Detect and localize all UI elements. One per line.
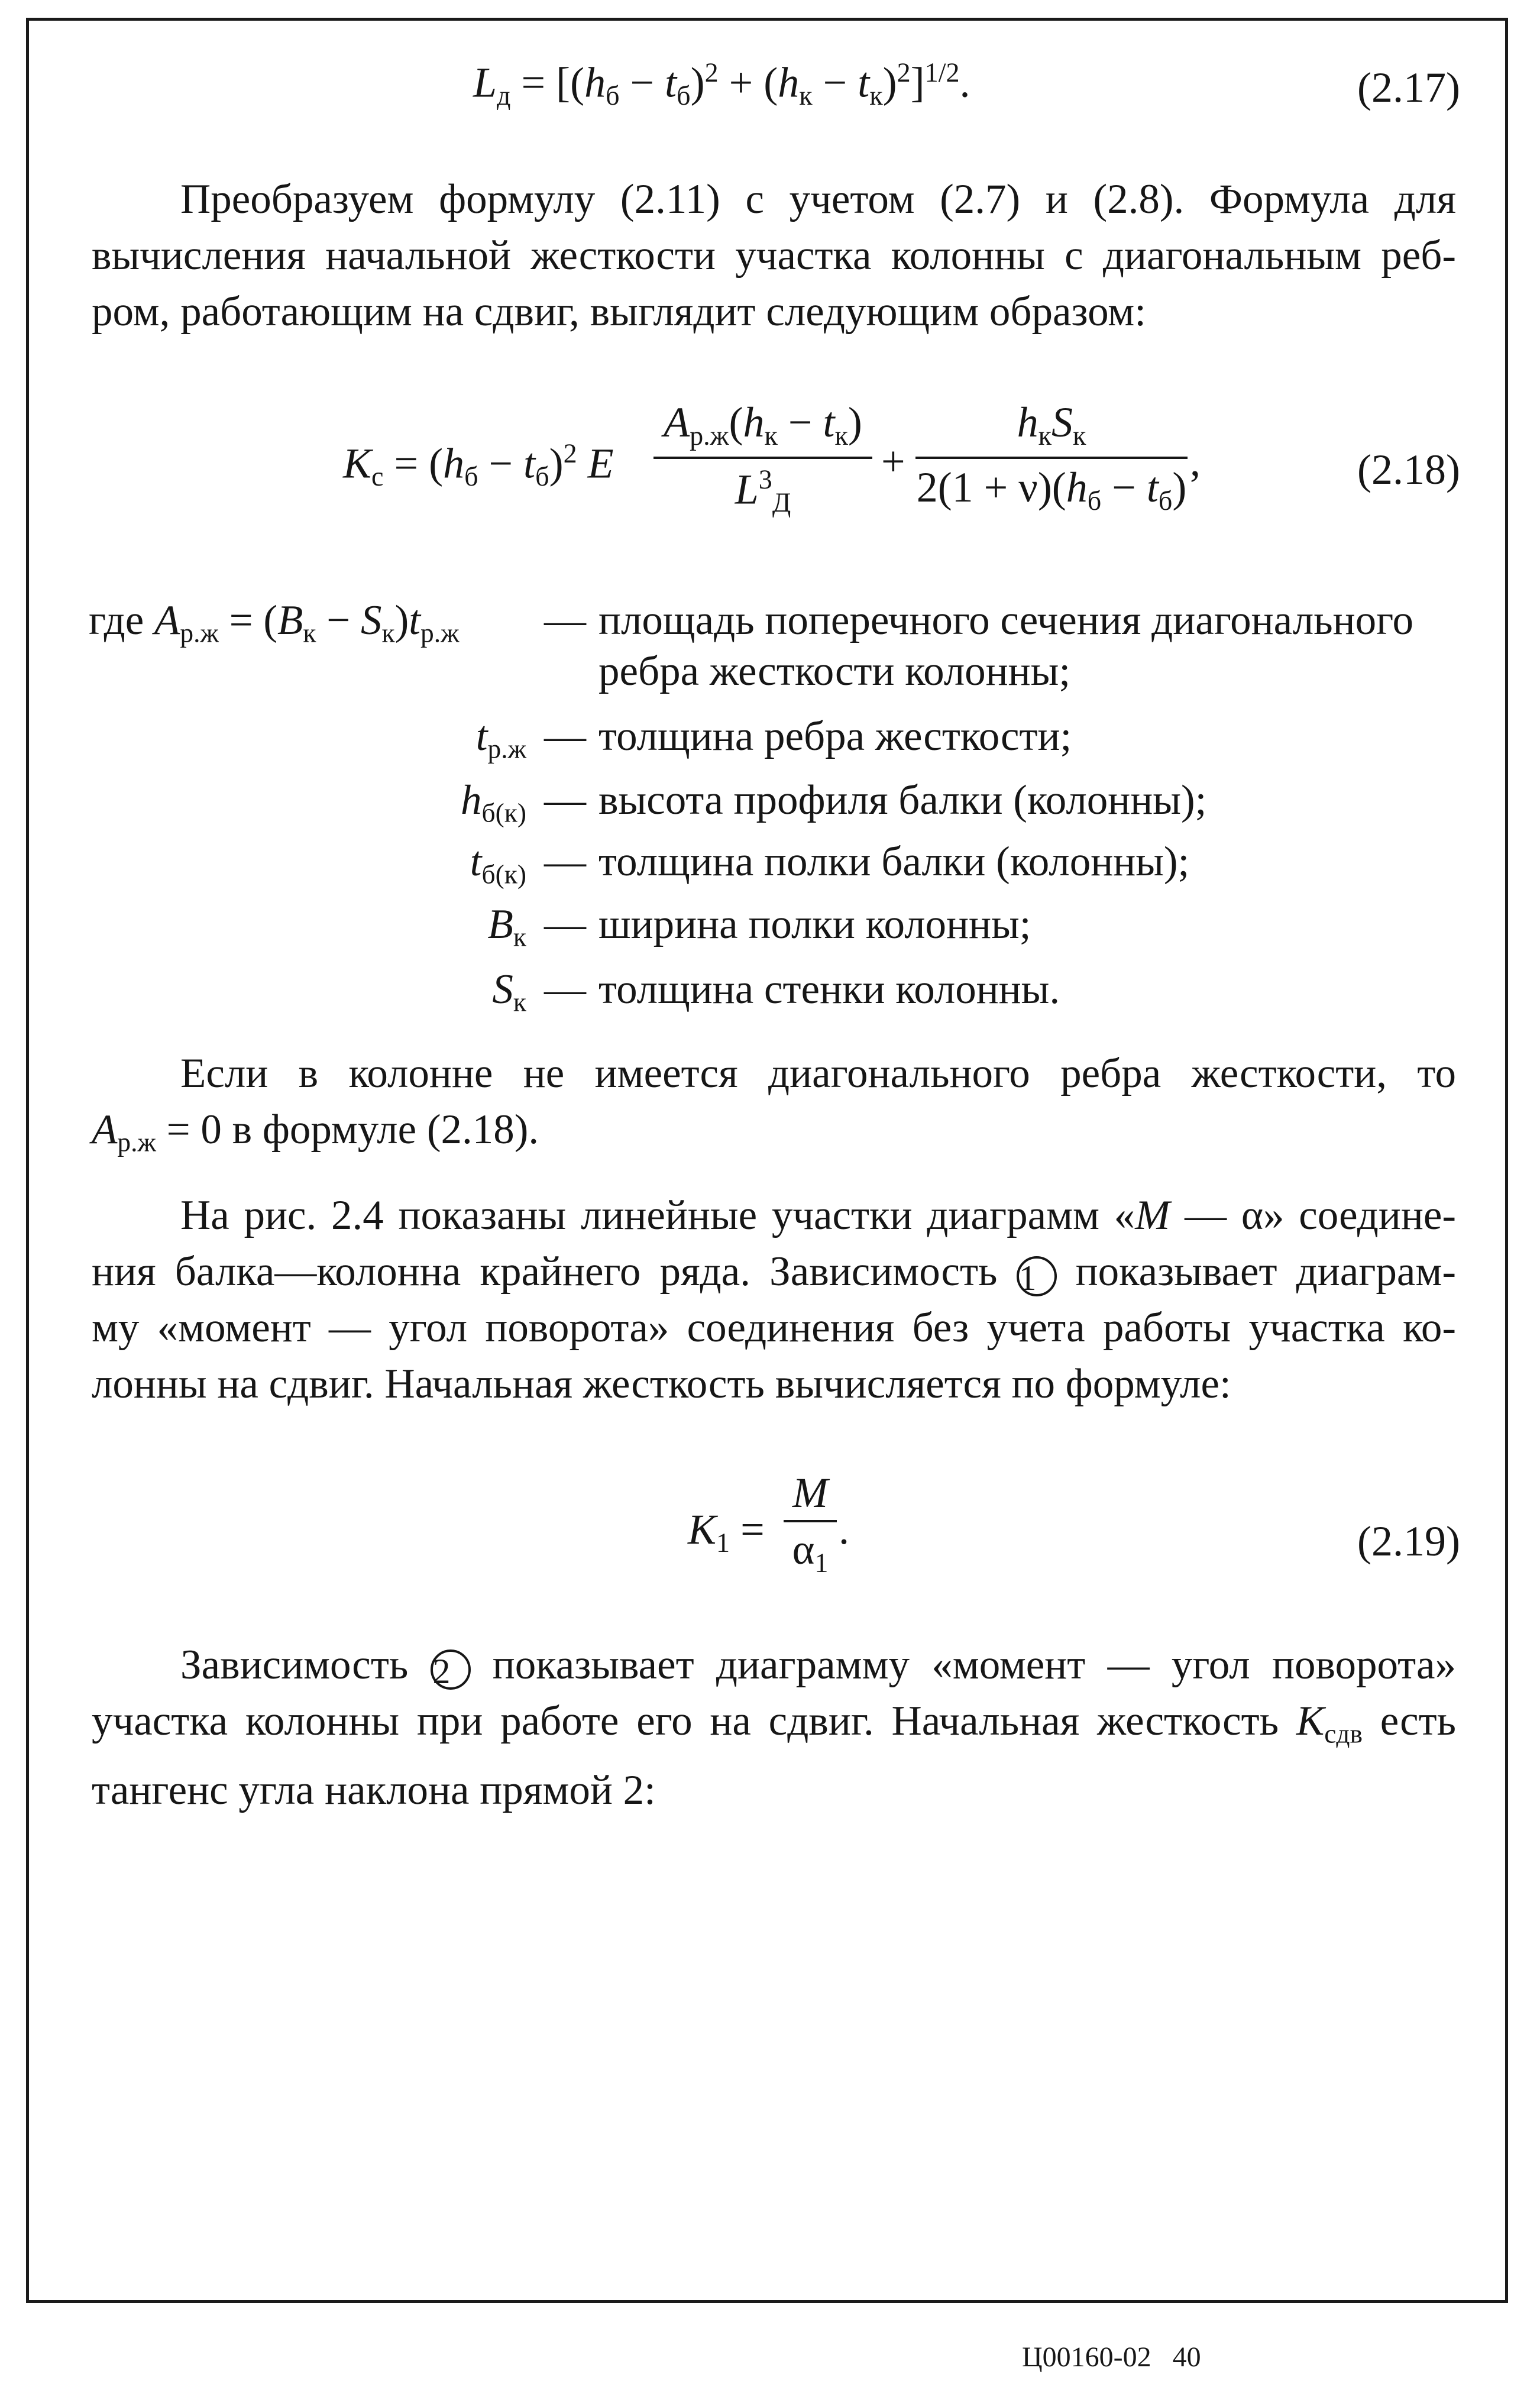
equation-number-2-17: (2.17) <box>1357 64 1460 111</box>
def4-text: толщина полки балки (колонны); <box>598 839 1190 885</box>
fraction-2: hкSк 2(1 + ν)(hб − tб) <box>916 399 1187 516</box>
def5-text: ширина полки колонны; <box>598 901 1031 947</box>
paragraph-3: На рис. 2.4 показаны линейные участки диаграмм «M — α» соедине- ния балка—колонна крайнего ряда. Зависимость 1 показывает диаграм- му «момент — угол поворота» соединения без учета работы участка ко- лонны на сдвиг. Начальная жесткость вычисляется по формуле: <box>92 1192 1456 1407</box>
def3-text: высота профиля балки (колонны); <box>598 777 1207 823</box>
def1-line2: ребра жесткости колонны; <box>598 648 1071 694</box>
def1-line1: площадь поперечного сечения диагонального <box>598 597 1413 643</box>
paragraph-4: Зависимость 2 показывает диаграмму «момент — угол поворота» участка колонны при работе его на сдвиг. Начальная жесткость Kсдв есть тангенс угла наклона прямой 2: <box>92 1642 1457 1813</box>
equation-number-2-19: (2.19) <box>1357 1518 1460 1565</box>
def2-text: толщина ребра жесткости; <box>598 713 1072 759</box>
page-footer <box>1022 2341 1201 2373</box>
page-number: 40 <box>1172 2341 1201 2373</box>
document-code: Ц00160-02 <box>1022 2341 1151 2373</box>
equation-number-2-18: (2.18) <box>1357 446 1460 493</box>
paragraph-2: Если в колонне не имеется диагонального ребра жесткости, то Aр.ж = 0 в формуле (2.18). <box>92 1050 1456 1157</box>
equation-2-17: Lд = $[(hб - tб)^2 + (hк - tк)^2]^{1/2}$. <box>473 57 970 111</box>
circled-number-1: 1 <box>1017 1256 1057 1296</box>
para1-line2: вычисления начальной жесткости участка колонны с диагональным реб- <box>92 232 1456 279</box>
fraction-1: Aр.ж(hк − tк) $L^3Д$ <box>653 401 872 516</box>
circled-number-2: 2 <box>431 1649 471 1690</box>
def6-text: толщина стенки колонны. <box>598 966 1060 1013</box>
fraction-m-alpha: M α1 <box>784 1471 837 1577</box>
paragraph-1 <box>92 172 1456 340</box>
para1-line3: ром, работающим на сдвиг, выглядит следующим образом: <box>92 289 1146 335</box>
para1-line1: Преобразуем формулу (2.11) с учетом (2.7) и (2.8). Формула для <box>180 176 1456 222</box>
